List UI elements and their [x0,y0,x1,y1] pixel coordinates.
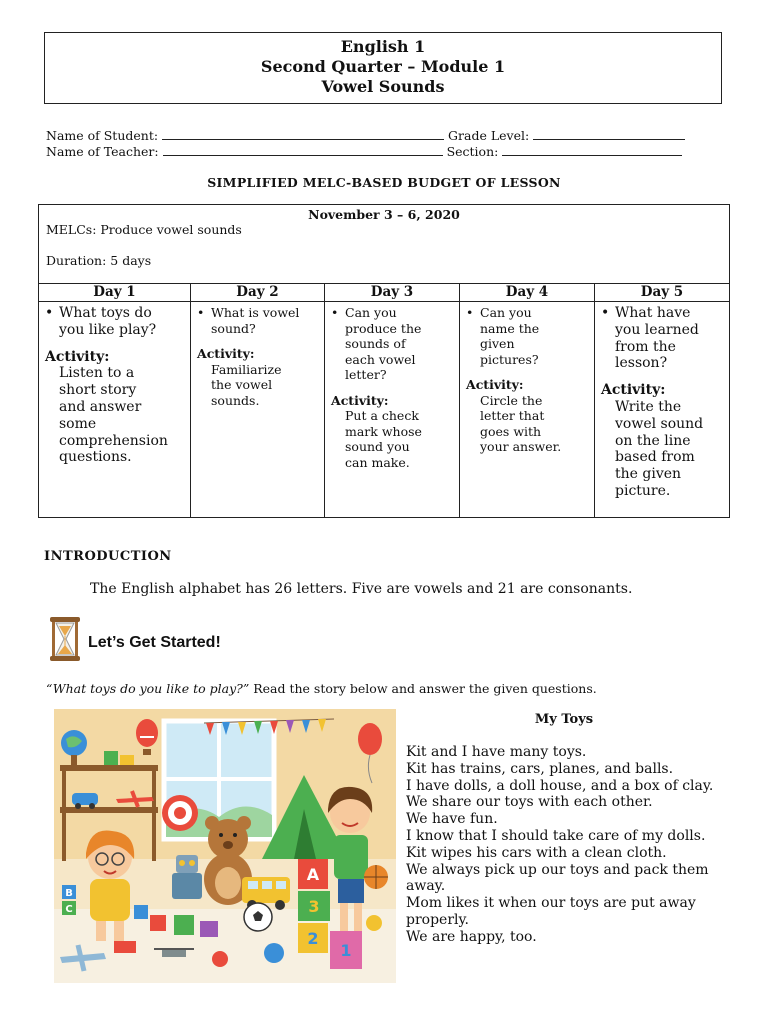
story-line: Kit wipes his cars with a clean cloth. [406,844,667,861]
activity-label: Activity: [45,348,110,365]
block-letter-c: C [65,904,73,915]
activity-line: Familiarize [211,361,282,377]
activity-line: vowel sound [615,415,704,432]
hourglass-icon [48,615,82,667]
lets-get-started-title: Let’s Get Started! [88,634,221,651]
day-question [197,305,320,336]
activity-line: short story [59,382,137,399]
lets-get-started-banner [48,617,221,665]
day-column-2 [191,284,325,518]
activity-line: on the line [615,432,691,449]
budget-table [38,204,730,518]
question-line: given [480,336,515,351]
bullet-icon: • [601,305,610,321]
day-content [460,302,594,455]
question-line: pictures? [480,351,539,367]
day-column-5 [595,284,729,518]
block-number-1: 1 [340,941,352,960]
lesson-title: Vowel Sounds [321,77,445,96]
activity-line: picture. [615,482,671,499]
activity-line: can make. [345,454,410,470]
day-column-3 [325,284,460,518]
day-content [39,302,190,466]
story-prompt [46,681,597,696]
story-line: Kit and I have many toys. [406,744,587,760]
teacher-label: Name of Teacher: [46,144,159,159]
duration-text: Duration: 5 days [46,253,152,268]
day-content [325,302,459,470]
bullet-icon: • [45,305,54,321]
day-header: Day 2 [191,284,324,302]
activity-line: and answer [59,398,142,415]
story-line: We have fun. [406,811,498,828]
question-line: from the [615,338,676,355]
question-line: name the [480,320,540,336]
activity-line: Write the [615,398,682,415]
day-header: Day 3 [325,284,459,302]
bullet-icon: • [331,305,339,320]
module-title-box [44,32,722,104]
day-column-1 [39,284,191,518]
day-column-4 [460,284,595,518]
question-line: Can you [345,305,397,320]
activity-line: mark whose [345,423,422,439]
question-line: What toys do [59,305,152,321]
story-line: Mom likes it when our toys are put away properly. [406,895,696,928]
activity-label: Activity: [601,382,666,399]
day-question [601,305,725,372]
quarter-module-title: Second Quarter – Module 1 [260,57,506,76]
question-line: sound? [211,320,256,336]
activity-line: sounds. [211,392,260,408]
activity-line: the given [615,466,682,483]
student-blank [162,128,444,140]
subject-title: English 1 [340,37,426,56]
question-line: lesson? [615,355,668,372]
teacher-blank [163,144,443,156]
day-question [331,305,455,383]
melcs-text: MELCs: Produce vowel sounds [46,222,242,237]
question-line: you learned [615,321,699,338]
prompt-question: “What toys do you like to play?” [46,681,250,696]
story-line: Kit has trains, cars, planes, and balls. [406,760,674,777]
grade-label: Grade Level: [448,128,530,143]
question-line: What have [615,305,691,321]
section-label: Section: [446,144,499,159]
activity-line: your answer. [480,439,562,454]
activity-label: Activity: [331,392,389,408]
activity-text [601,399,725,500]
prompt-instruction: Read the story below and answer the given questions. [249,681,597,696]
activity-line: Circle the [480,392,543,408]
student-label: Name of Student: [46,128,159,143]
day-header: Day 4 [460,284,594,302]
activity-label: Activity: [466,377,524,392]
block-letter-b: B [65,888,73,899]
question-line: What is vowel [211,305,300,320]
bullet-icon: • [197,305,205,320]
question-line: letter? [345,367,387,382]
activity-line: questions. [59,449,132,466]
day-header: Day 5 [595,284,729,302]
question-line: sounds of [345,336,406,351]
day-content [191,302,324,408]
activity-text [197,362,320,409]
activity-label: Activity: [197,346,255,361]
story-line: We are happy, too. [406,928,537,945]
block-number-3: 3 [308,897,320,916]
activity-text [331,408,455,470]
question-line: Can you [480,305,532,320]
activity-line: goes with [480,423,542,439]
question-line: you like play? [59,321,157,338]
day-question [45,305,186,339]
day-columns [39,283,729,518]
activity-line: based from [615,449,695,466]
bullet-icon: • [466,305,474,320]
day-content [595,302,729,500]
block-number-2: 2 [307,929,319,948]
activity-line: the vowel [211,377,273,392]
activity-line: sound you [345,439,410,454]
story-title: My Toys [534,712,594,727]
introduction-heading: INTRODUCTION [44,549,172,564]
story-text [406,744,722,946]
question-line: each vowel [345,351,416,367]
toys-illustration [54,709,396,983]
story-line: We always pick up our toys and pack them away. [406,861,709,895]
activity-line: Listen to a [59,365,135,382]
teacher-info-line [46,144,682,159]
grade-blank [533,128,685,140]
day-header: Day 1 [39,284,190,302]
student-info-line [46,128,685,143]
day-question [466,305,590,367]
activity-line: Put a check [345,408,419,423]
question-line: produce the [345,320,422,336]
section-blank [502,144,682,156]
activity-line: letter that [480,408,545,423]
budget-heading: SIMPLIFIED MELC-BASED BUDGET OF LESSON [207,175,561,190]
story-line: I have dolls, a doll house, and a box of clay. [406,777,714,794]
introduction-text: The English alphabet has 26 letters. Five are vowels and 21 are consonants. [90,581,633,597]
block-letter-a: A [306,865,320,884]
activity-text [466,393,590,455]
story-line: We share our toys with each other. [406,794,653,811]
activity-line: some [59,415,97,432]
budget-date: November 3 – 6, 2020 [308,207,460,222]
activity-text [45,365,186,466]
story-line: I know that I should take care of my dolls. [406,827,706,844]
activity-line: comprehension [59,432,168,449]
